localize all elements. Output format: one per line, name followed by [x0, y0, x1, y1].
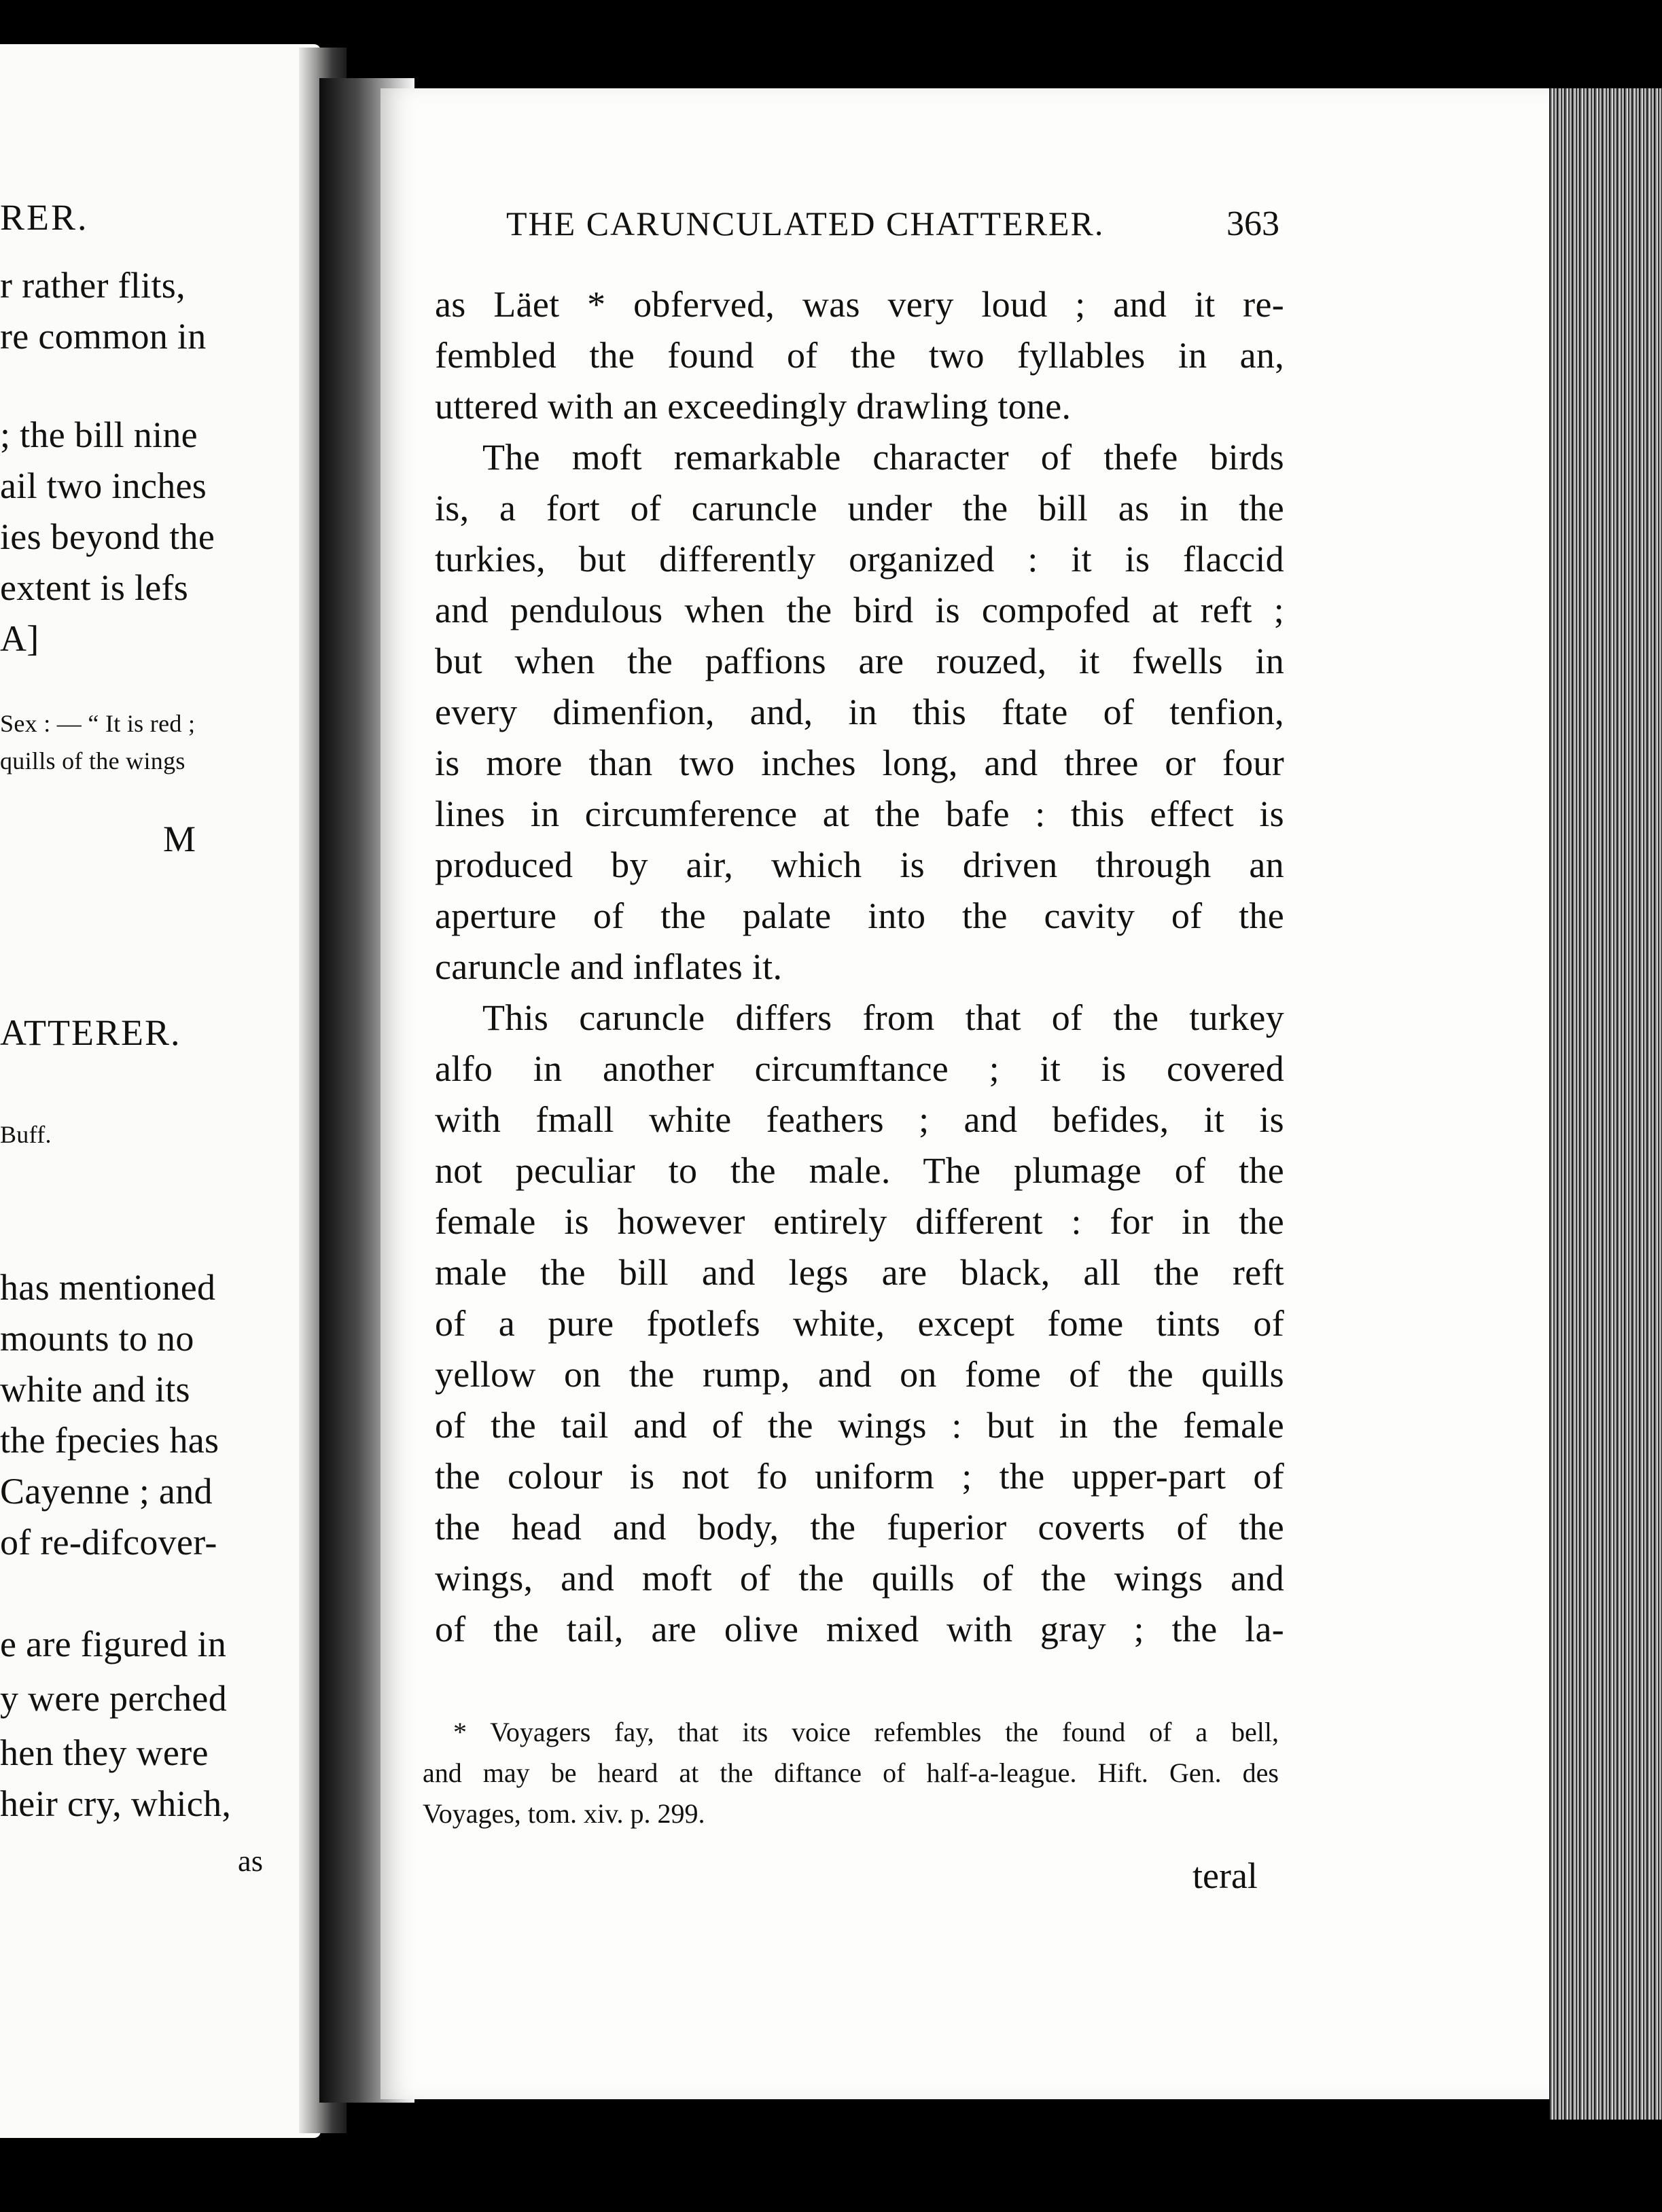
footnote-line: Voyages, tom. xiv. p. 299. — [423, 1798, 705, 1829]
catchword: teral — [1192, 1855, 1258, 1896]
running-head: THE CARUNCULATED CHATTERER. — [506, 204, 1105, 243]
body-line: male the bill and legs are black, all the reft — [435, 1252, 1284, 1293]
page-number: 363 — [1226, 204, 1279, 243]
body-line: as Läet * obferved, was very loud ; and it re- — [435, 284, 1284, 325]
left-line: quills of the wings — [0, 747, 185, 774]
body-line: alfo in another circumftance ; it is covered — [435, 1048, 1284, 1089]
left-line: Cayenne ; and — [0, 1471, 213, 1512]
body-line: of the tail, are olive mixed with gray ; the la- — [435, 1609, 1284, 1649]
body-line: is more than two inches long, and three or four — [435, 743, 1284, 783]
left-line: A] — [0, 618, 39, 659]
body-line: uttered with an exceedingly drawling tone. — [435, 386, 1072, 427]
left-line: y were perched — [0, 1678, 228, 1719]
book-page-edges — [1549, 88, 1662, 2120]
left-line: ATTERER. — [0, 1012, 181, 1053]
left-line: ies beyond the — [0, 516, 215, 557]
body-line: but when the paffions are rouzed, it fwells in — [435, 641, 1284, 681]
body-line: of a pure fpotlefs white, except fome tints of — [435, 1303, 1284, 1344]
left-line: mounts to no — [0, 1318, 194, 1359]
left-line: heir cry, which, — [0, 1783, 232, 1824]
left-line: M — [163, 819, 196, 859]
left-line: extent is lefs — [0, 567, 189, 608]
left-line: ail two inches — [0, 465, 207, 506]
left-line: the fpecies has — [0, 1420, 219, 1461]
body-line: the colour is not fo uniform ; the upper-part of — [435, 1456, 1284, 1497]
left-line: has mentioned — [0, 1267, 216, 1308]
left-line: RER. — [0, 197, 89, 238]
body-line: caruncle and inflates it. — [435, 946, 783, 987]
left-line: Buff. — [0, 1121, 52, 1148]
body-line: The moft remarkable character of thefe birds — [482, 437, 1284, 478]
body-line: yellow on the rump, and on fome of the quills — [435, 1354, 1284, 1395]
body-line: female is however entirely different : for in the — [435, 1201, 1284, 1242]
body-line: the head and body, the fuperior coverts of the — [435, 1507, 1284, 1548]
body-line: This caruncle differs from that of the turkey — [482, 997, 1284, 1038]
left-line: Sex : — “ It is red ; — [0, 710, 196, 737]
left-line: white and its — [0, 1369, 190, 1410]
left-catchword: as — [238, 1844, 264, 1878]
body-line: not peculiar to the male. The plumage of the — [435, 1150, 1284, 1191]
body-line: produced by air, which is driven through an — [435, 844, 1284, 885]
body-line: and pendulous when the bird is compofed at reft ; — [435, 590, 1284, 630]
body-line: fembled the found of the two fyllables in an, — [435, 335, 1284, 376]
footnote-line: * Voyagers fay, that its voice refembles the found of a bell, — [453, 1717, 1279, 1747]
body-line: every dimenfion, and, in this ftate of tenfion, — [435, 692, 1284, 732]
left-line: of re-difcover- — [0, 1522, 217, 1563]
body-line: wings, and moft of the quills of the wings and — [435, 1558, 1284, 1599]
body-line: is, a fort of caruncle under the bill as in the — [435, 488, 1284, 529]
left-line: hen they were — [0, 1732, 209, 1773]
left-line: r rather flits, — [0, 265, 185, 306]
body-line: aperture of the palate into the cavity of the — [435, 895, 1284, 936]
left-line: e are figured in — [0, 1624, 227, 1664]
body-line: of the tail and of the wings : but in the female — [435, 1405, 1284, 1446]
body-line: turkies, but differently organized : it is flaccid — [435, 539, 1284, 579]
body-line: with fmall white feathers ; and befides, it is — [435, 1099, 1284, 1140]
body-line: lines in circumference at the bafe : this effect is — [435, 793, 1284, 834]
left-line: ; the bill nine — [0, 414, 198, 455]
footnote-line: and may be heard at the diftance of half-a-league. Hift. Gen. des — [423, 1758, 1279, 1788]
left-line: re common in — [0, 316, 207, 357]
